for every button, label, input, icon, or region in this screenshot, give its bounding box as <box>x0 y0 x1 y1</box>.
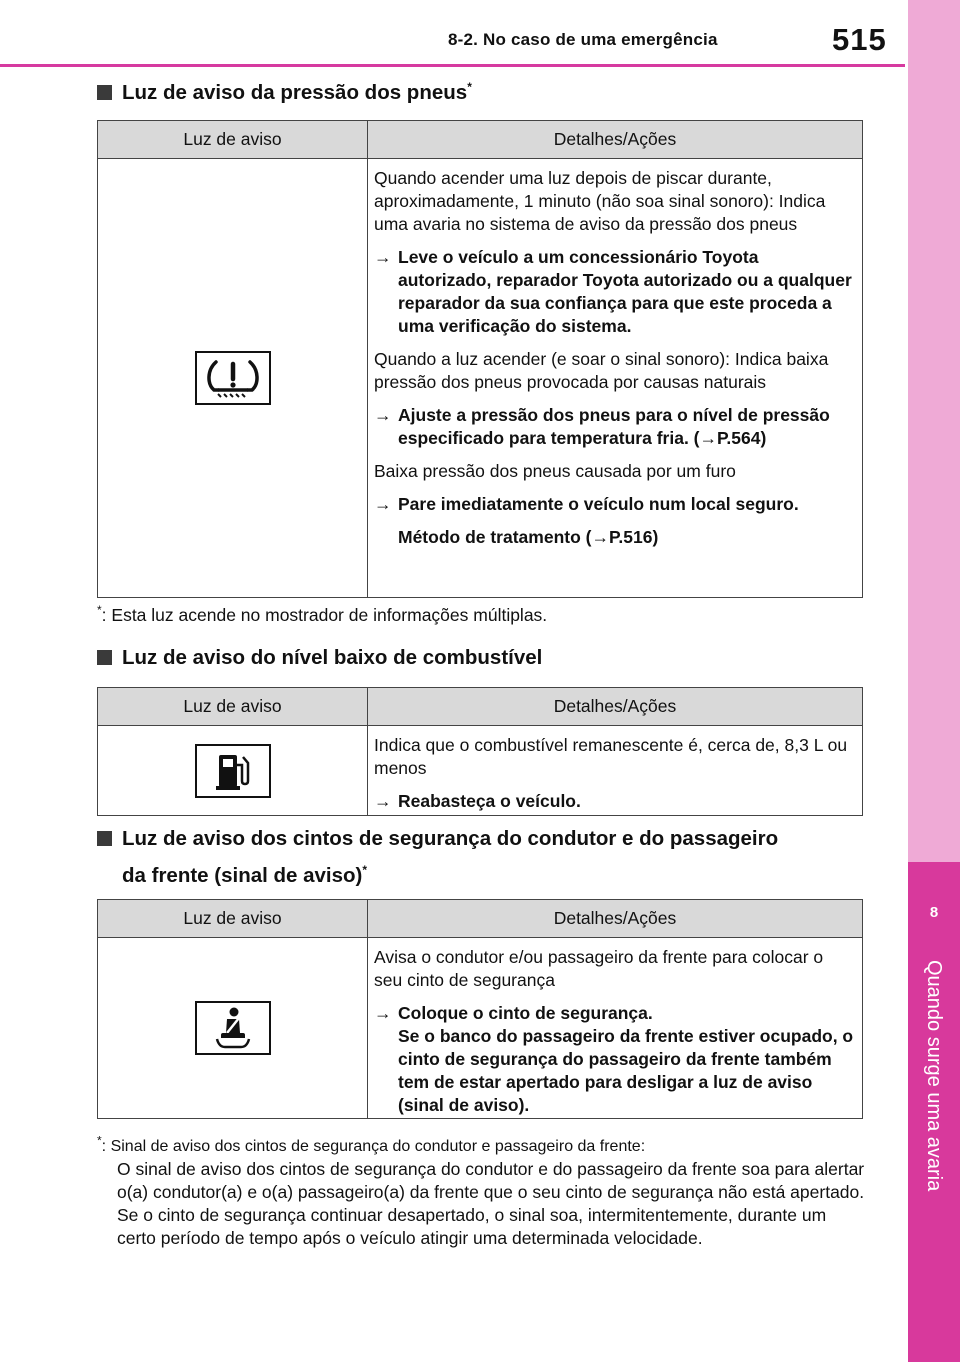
chapter-title: Quando surge uma avaria <box>923 960 945 1192</box>
table-header <box>98 688 862 726</box>
warning-light-cell <box>98 726 368 815</box>
header-details-actions: Detalhes/Ações <box>553 129 677 149</box>
page-number: 515 <box>832 22 887 57</box>
details-cell <box>368 159 862 597</box>
warning-light-cell <box>98 938 368 1118</box>
action-item: Método de tratamento (→P.516) <box>398 527 659 547</box>
action-item: → Ajuste a pressão dos pneus para o nível de pressão especificado para temperatura fria. (→P.564) <box>374 405 830 448</box>
low-fuel-table <box>97 687 863 816</box>
warning-light-cell <box>98 159 368 597</box>
header-warning-light: Luz de aviso <box>98 688 368 725</box>
seatbelt-table <box>97 899 863 1119</box>
condition-text: Indica que o combustível remanescente é, cerca de, 8,3 L ou menos <box>374 735 848 778</box>
table-row <box>98 159 862 597</box>
action-item: → Leve o veículo a um concessionário Toyota autorizado, reparador Toyota autorizado ou a qualquer reparador da sua confiança para que este proceda a uma verificação do sistema. <box>374 247 852 336</box>
table-header <box>98 900 862 938</box>
chapter-tab-light <box>908 0 960 862</box>
header-details-actions: Detalhes/Ações <box>553 908 677 928</box>
details-cell <box>368 938 862 1118</box>
chapter-number: 8 <box>929 904 939 921</box>
seatbelt-reminder-icon <box>195 1001 271 1055</box>
section-title-seatbelt: Luz de aviso dos cintos de segurança do condutor e do passageiro da frente (sinal de aviso)* <box>97 822 778 893</box>
action-item: → Coloque o cinto de segurança. Se o banco do passageiro da frente estiver ocupado, o cinto de segurança do passageiro da frente também tem de estar apertado para desligar a luz de aviso (sinal de aviso). <box>374 1003 854 1115</box>
tire-pressure-warning-icon <box>195 351 271 405</box>
table-header <box>98 121 862 159</box>
header-warning-light: Luz de aviso <box>98 121 368 158</box>
header-warning-light: Luz de aviso <box>98 900 368 937</box>
page-header <box>0 0 905 66</box>
action-item: → Pare imediatamente o veículo num local seguro. <box>374 494 799 514</box>
bullet-square-icon <box>97 650 112 665</box>
condition-text: Avisa o condutor e/ou passageiro da frente para colocar o seu cinto de segurança <box>374 947 824 990</box>
section-heading: 8-2. No caso de uma emergência <box>448 30 718 49</box>
tire-pressure-table <box>97 120 863 598</box>
chapter-tab <box>908 0 960 1362</box>
section-title-low-fuel: Luz de aviso do nível baixo de combustível <box>97 641 542 675</box>
header-details-actions: Detalhes/Ações <box>553 696 677 716</box>
footnote-seatbelt: *: Sinal de aviso dos cintos de segurança do condutor e passageiro da frente: O sinal de aviso dos cintos de segurança do condutor e do passageiro da frente soa para alertar o(a) condutor(a) e o(a) passageiro(a) da frente que o seu cinto de segurança não está apertado. Se o cinto de segurança continuar desapertado, o sinal soa, intermitentemente, durante um certo período de tempo após o veículo atingir uma determinada velocidade. <box>97 1133 865 1248</box>
action-item: → Reabasteça o veículo. <box>374 791 581 811</box>
details-cell <box>368 726 862 815</box>
condition-text: Quando acender uma luz depois de piscar durante, aproximadamente, 1 minuto (não soa sinal sonoro): Indica uma avaria no sistema de aviso da pressão dos pneus <box>374 168 826 234</box>
bullet-square-icon <box>97 85 112 100</box>
header-divider <box>0 64 905 67</box>
table-row <box>98 938 862 1118</box>
page-reference-link[interactable]: P.516) <box>608 527 659 547</box>
condition-text: Baixa pressão dos pneus causada por um furo <box>374 461 736 481</box>
page-reference-link[interactable]: P.564) <box>717 428 767 448</box>
table-row <box>98 726 862 815</box>
footnote-tire-pressure: *: Esta luz acende no mostrador de informações múltiplas. <box>97 603 548 625</box>
fuel-pump-icon <box>195 744 271 798</box>
bullet-square-icon <box>97 831 112 846</box>
section-title-tire-pressure: Luz de aviso da pressão dos pneus* <box>97 76 472 110</box>
condition-text: Quando a luz acender (e soar o sinal sonoro): Indica baixa pressão dos pneus provocada por causas naturais <box>374 349 829 392</box>
